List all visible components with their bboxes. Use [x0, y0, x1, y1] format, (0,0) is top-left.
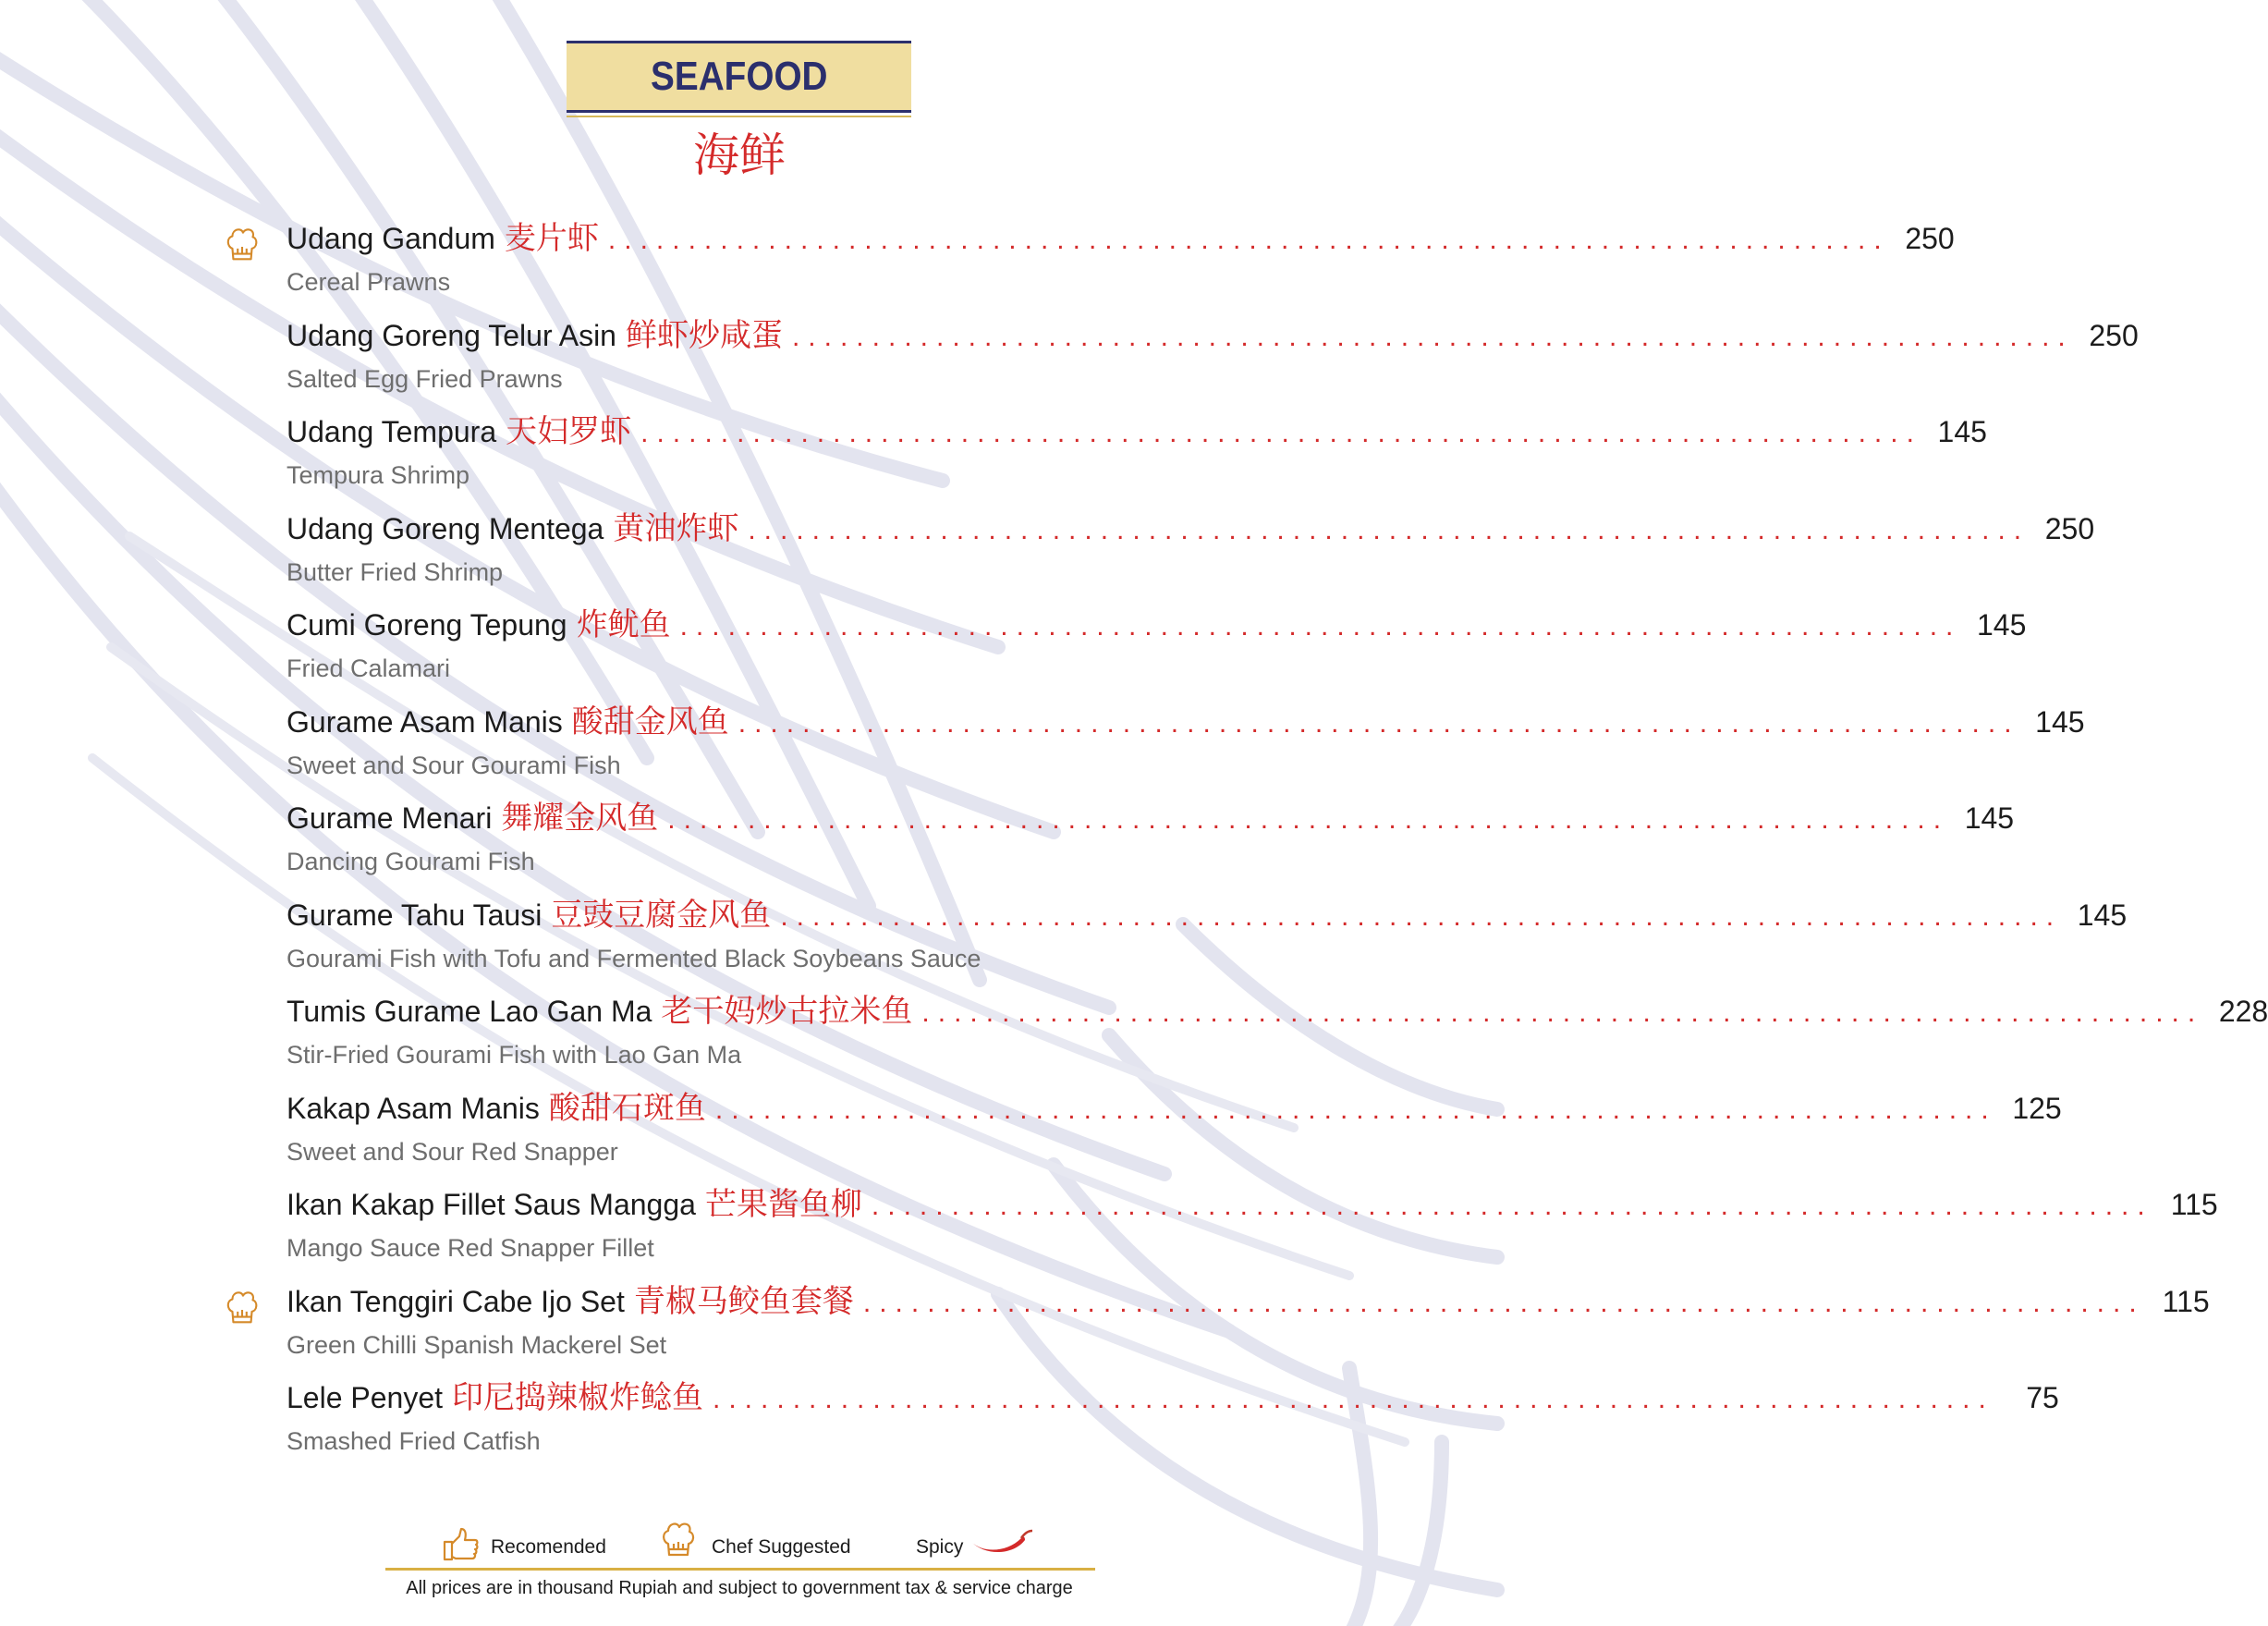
menu-item — [287, 1082, 2062, 1180]
menu-item — [287, 1179, 2218, 1276]
menu-item-name: Udang Goreng Telur Asin — [287, 318, 616, 352]
menu-item-line — [287, 599, 2027, 651]
menu-item-price: 228 — [2218, 995, 2268, 1028]
legend-spicy-label: Spicy — [916, 1536, 964, 1558]
menu-item-description: Sweet and Sour Red Snapper — [287, 1137, 618, 1166]
menu-item-name: Udang Gandum — [287, 222, 495, 255]
menu-item-chinese-name: 麦片虾 — [504, 220, 599, 257]
dot-leader: ................................................................................ — [780, 900, 2063, 932]
menu-item-price: 250 — [2044, 511, 2095, 545]
legend-chef-label: Chef Suggested — [712, 1536, 851, 1558]
menu-item-name: Ikan Tenggiri Cabe Ijo Set — [287, 1284, 625, 1318]
menu-item-name: Cumi Goreng Tepung — [287, 608, 567, 642]
menu-item-price: 145 — [1937, 415, 1987, 448]
menu-item-name: Tumis Gurame Lao Gan Ma — [287, 995, 652, 1028]
menu-item-chinese-name: 炸鱿鱼 — [576, 606, 671, 643]
menu-item-chinese-name: 芒果酱鱼柳 — [704, 1186, 862, 1223]
dot-leader: ................................................................................ — [667, 804, 1950, 835]
menu-item-name: Gurame Tahu Tausi — [287, 898, 543, 932]
menu-item-description: Butter Fried Shrimp — [287, 557, 504, 586]
menu-item — [287, 406, 1987, 503]
menu-item-description: Gourami Fish with Tofu and Fermented Black Soybeans Sauce — [287, 944, 982, 972]
menu-item-name: Udang Tempura — [287, 415, 497, 448]
menu-item-price: 145 — [2035, 704, 2085, 739]
menu-item-line — [287, 985, 2268, 1037]
menu-item-line — [287, 213, 1955, 264]
menu-item — [287, 213, 1955, 310]
menu-item-line — [287, 406, 1987, 458]
dot-leader: ................................................................................ — [748, 514, 2030, 545]
menu-item-price: 125 — [2012, 1091, 2062, 1125]
legend — [385, 1516, 1095, 1571]
price-footnote: All prices are in thousand Rupiah and subject to government tax & service charge — [406, 1578, 1073, 1598]
chili-pepper-icon — [969, 1529, 1034, 1557]
section-title-box — [567, 41, 911, 113]
menu-item-price: 145 — [1977, 608, 2027, 642]
menu-item — [287, 792, 2015, 889]
dot-leader: ................................................................................ — [871, 1191, 2153, 1221]
menu-item — [287, 985, 2268, 1082]
dot-leader: ................................................................................ — [791, 321, 2074, 352]
menu-item-line — [287, 889, 2128, 941]
dot-leader: ................................................................................ — [921, 997, 2204, 1028]
chef-hat-icon — [224, 1289, 261, 1329]
menu-item-description: Sweet and Sour Gourami Fish — [287, 751, 621, 779]
menu-item-price: 145 — [1964, 801, 2015, 835]
menu-item-name: Gurame Menari — [287, 801, 493, 835]
menu-item-price: 115 — [2162, 1284, 2210, 1318]
section-title: SEAFOOD — [650, 54, 828, 99]
dot-leader: ................................................................................ — [679, 611, 1962, 642]
menu-item-description: Salted Egg Fried Prawns — [287, 364, 563, 393]
menu-item-description: Cereal Prawns — [287, 268, 451, 296]
menu-list — [287, 213, 2268, 1469]
chef-hat-icon — [661, 1520, 696, 1562]
menu-item-chinese-name: 豆豉豆腐金风鱼 — [551, 896, 772, 934]
menu-item-price: 250 — [1905, 222, 1955, 255]
legend-recommended-label: Recomended — [491, 1536, 606, 1558]
menu-item — [287, 1276, 2210, 1373]
menu-item-chinese-name: 青椒马鲛鱼套餐 — [633, 1282, 854, 1320]
menu-item-description: Mango Sauce Red Snapper Fillet — [287, 1234, 654, 1262]
menu-item-chinese-name: 舞耀金风鱼 — [501, 800, 659, 837]
menu-item-chinese-name: 印尼捣辣椒炸鲶鱼 — [452, 1379, 704, 1416]
menu-item-line — [287, 1372, 2059, 1424]
menu-item-price: 75 — [2026, 1381, 2059, 1414]
section-title-chinese: 海鲜 — [693, 128, 786, 182]
menu-item — [287, 310, 2139, 407]
menu-item-line — [287, 1082, 2062, 1134]
menu-item-chinese-name: 酸甜石斑鱼 — [548, 1089, 706, 1127]
thumbs-up-icon — [443, 1527, 480, 1562]
menu-item-price: 145 — [2077, 898, 2128, 932]
menu-item-line — [287, 792, 2015, 844]
menu-item-line — [287, 696, 2085, 748]
menu-item — [287, 503, 2095, 600]
dot-leader: ................................................................................ — [738, 707, 2020, 739]
menu-item-chinese-name: 酸甜金风鱼 — [571, 703, 729, 740]
menu-item-chinese-name: 鲜虾炒咸蛋 — [625, 316, 783, 354]
menu-item — [287, 889, 2128, 986]
menu-item-description: Stir-Fried Gourami Fish with Lao Gan Ma — [287, 1041, 742, 1069]
dot-leader: ................................................................................ — [714, 1094, 1997, 1125]
menu-item-description: Fried Calamari — [287, 654, 451, 682]
menu-item-line — [287, 310, 2139, 361]
menu-item-name: Ikan Kakap Fillet Saus Mangga — [287, 1188, 696, 1221]
menu-item-chinese-name: 黄油炸虾 — [613, 509, 739, 547]
dot-leader: ................................................................................ — [640, 418, 1922, 448]
menu-item-name: Gurame Asam Manis — [287, 704, 563, 739]
menu-item-description: Dancing Gourami Fish — [287, 848, 535, 875]
chef-hat-icon — [224, 226, 261, 266]
menu-item-chinese-name: 老干妈炒古拉米鱼 — [661, 993, 913, 1030]
menu-item-line — [287, 1179, 2218, 1230]
menu-item-line — [287, 503, 2095, 555]
menu-item — [287, 696, 2085, 793]
menu-item-description: Tempura Shrimp — [287, 461, 470, 489]
menu-item-price: 115 — [2170, 1188, 2218, 1221]
menu-item-chinese-name: 天妇罗虾 — [506, 413, 632, 450]
menu-item-name: Lele Penyet — [287, 1381, 444, 1414]
dot-leader: ................................................................................ — [862, 1287, 2145, 1318]
menu-item-price: 250 — [2089, 318, 2139, 352]
menu-item — [287, 599, 2027, 696]
menu-item-name: Kakap Asam Manis — [287, 1091, 540, 1125]
menu-item-line — [287, 1276, 2210, 1327]
menu-item — [287, 1372, 2059, 1469]
menu-item-description: Green Chilli Spanish Mackerel Set — [287, 1330, 667, 1359]
menu-item-description: Smashed Fried Catfish — [287, 1427, 541, 1455]
dot-leader: ................................................................................ — [713, 1384, 1994, 1414]
menu-item-name: Udang Goreng Mentega — [287, 511, 604, 545]
dot-leader: ................................................................................ — [607, 225, 1890, 255]
